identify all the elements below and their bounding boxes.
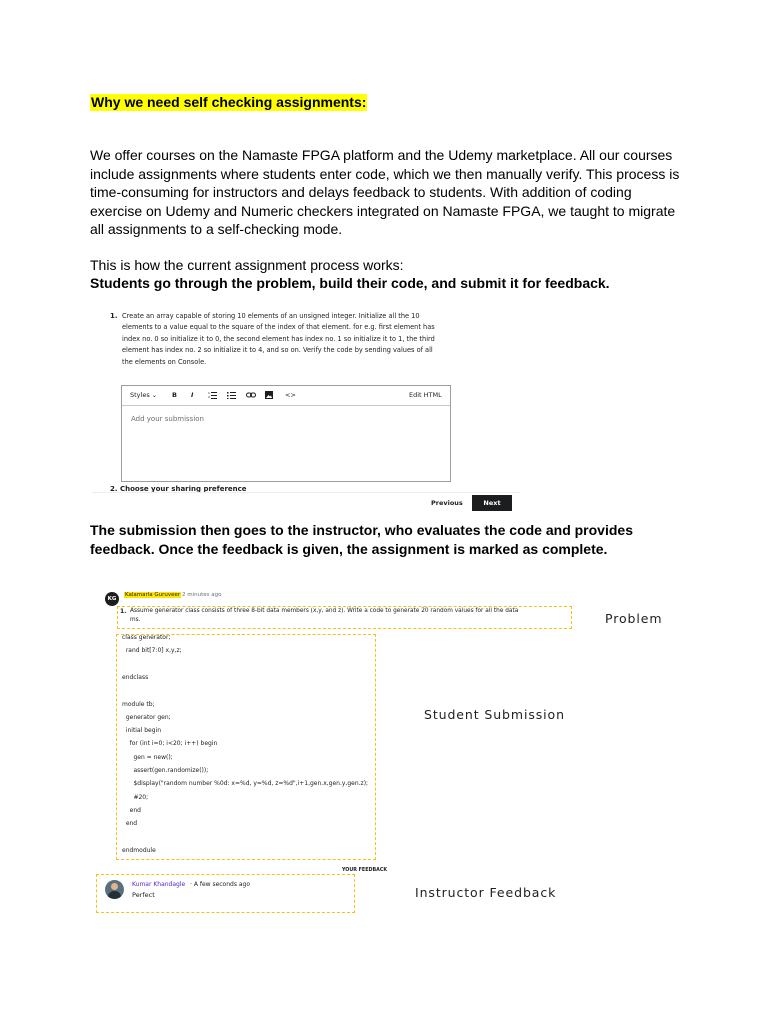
code-line: end: [122, 820, 138, 828]
instructor-timestamp: · A few seconds ago: [190, 881, 251, 888]
ordered-list-icon[interactable]: [208, 391, 217, 399]
italic-button[interactable]: I: [191, 391, 194, 399]
student-timestamp: 2 minutes ago: [182, 592, 222, 598]
section-heading: Why we need self checking assignments:: [91, 94, 367, 110]
code-line: generator gen;: [122, 713, 171, 721]
student-avatar: KG: [105, 592, 119, 606]
submission-screenshot: [92, 298, 520, 516]
code-line: rand bit[7:0] x,y,z;: [122, 647, 182, 655]
code-line: module tb;: [122, 700, 155, 708]
submission-editor[interactable]: [121, 385, 451, 482]
edit-html-button[interactable]: Edit HTML: [409, 391, 442, 399]
code-button[interactable]: <>: [285, 391, 296, 399]
svg-text:2: 2: [208, 395, 210, 399]
label-student-submission: Student Submission: [424, 707, 565, 722]
next-question-heading: 2. Choose your sharing preference: [110, 485, 247, 493]
feedback-text: Perfect: [132, 891, 155, 899]
code-line: end: [122, 806, 141, 814]
instructor-avatar: [105, 880, 124, 899]
code-line: endclass: [122, 673, 149, 681]
styles-dropdown[interactable]: Styles ⌄: [130, 391, 158, 399]
question-card: [92, 298, 520, 493]
code-line: initial begin: [122, 727, 161, 735]
code-line: endmodule: [122, 846, 156, 854]
image-icon[interactable]: [265, 391, 273, 399]
step-2-line-2: feedback. Once the feedback is given, the assignment is marked as complete.: [90, 541, 608, 557]
code-line: for (int i=0; i<20; i++) begin: [122, 740, 218, 748]
student-name[interactable]: Kalamarla Guruveer: [125, 592, 181, 598]
bold-button[interactable]: B: [172, 391, 177, 399]
editor-toolbar: [122, 386, 450, 406]
code-line: class generator;: [122, 634, 171, 641]
code-line: $display("random number %0d: x=%d, y=%d, z=%d",i+1,gen.x,gen.y,gen.z);: [122, 780, 369, 788]
code-line: gen = new();: [122, 753, 173, 761]
question-number: 1.: [110, 312, 118, 320]
svg-text:1: 1: [208, 391, 210, 395]
link-icon[interactable]: [246, 391, 256, 399]
intro-paragraph: We offer courses on the Namaste FPGA platform and the Udemy marketplace. All our courses include assignments where students enter code, which we then manually verify. This process is time-consuming for instructors and delays feedback to students. With addition of coding exercise on Udemy and Numeric checkers integrated on Namaste FPGA, we taught to migrate all assignments to a self-checking mode.: [90, 147, 680, 238]
label-instructor-feedback: Instructor Feedback: [415, 885, 557, 900]
step-2-line-1: The submission then goes to the instructor, who evaluates the code and provides: [90, 522, 633, 538]
bullet-list-icon[interactable]: [227, 391, 236, 399]
label-problem: Problem: [605, 611, 663, 626]
code-line: #20;: [122, 793, 149, 801]
problem-text-line-2: ms.: [130, 617, 141, 623]
step-1-text: Students go through the problem, build their code, and submit it for feedback.: [90, 275, 610, 291]
question-text: Create an array capable of storing 10 elements of an unsigned integer. Initialize all the 10 elements to a value equal to the square of the index of that element. for e.g. first element has index no. 0 so initialize it to 0, the second element has index no. 1 so initialize it to 1, the third element has index no. 2 so initialize it to 4, and so on. Verify the code by sending values of all the elements on Console.: [122, 312, 435, 366]
instructor-name[interactable]: Kumar Khandagle: [132, 881, 186, 888]
process-intro: This is how the current assignment process works:: [90, 257, 404, 273]
code-line: assert(gen.randomize());: [122, 767, 209, 774]
submission-placeholder: Add your submission: [131, 415, 204, 423]
your-feedback-label: YOUR FEEDBACK: [342, 868, 388, 873]
problem-text-line-1: Assume generator class consists of three 8-bit data members (x,y, and z). Write a code to generate 20 random values for all the data: [130, 608, 519, 614]
next-button[interactable]: Next: [472, 495, 512, 511]
problem-number: 1.: [120, 608, 127, 615]
previous-button[interactable]: Previous: [431, 499, 463, 507]
review-screenshot: [96, 582, 686, 917]
